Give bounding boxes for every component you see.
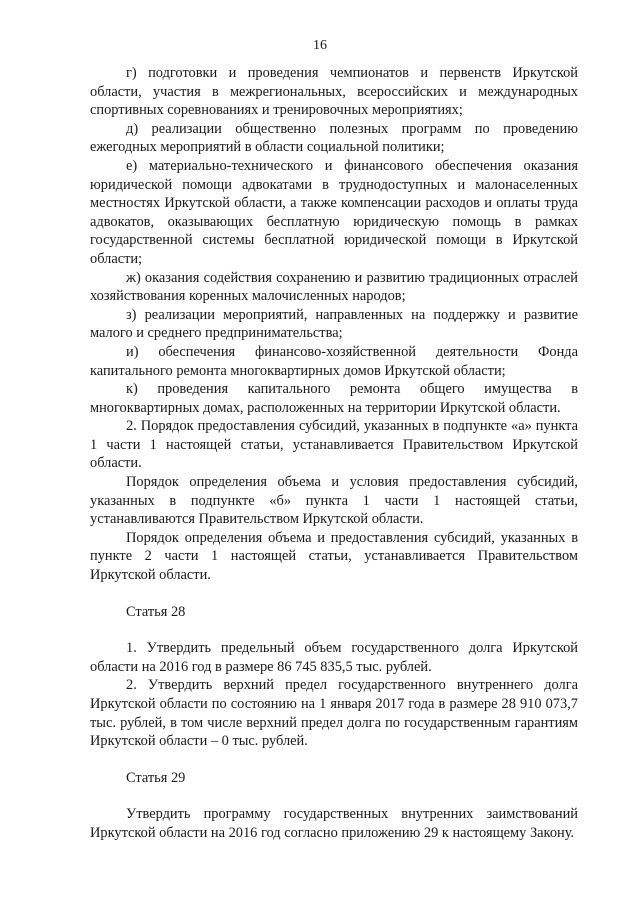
- part-2-paragraph: 2. Порядок предоставления субсидий, указанных в подпункте «а» пункта 1 части 1 настоящей статьи, устанавливается Правительством Иркутской области.: [90, 418, 578, 472]
- procedure-paragraph-1: Порядок определения объема и условия предоставления субсидий, указанных в подпункте «б» пункта 1 части 1 настоящей статьи, устанавливаются Правительством Иркутской области.: [90, 474, 578, 528]
- item-g: г) подготовки и проведения чемпионатов и первенств Иркутской области, участия в межрегиональных, всероссийских и международных спортивных соревнованиях и тренировочных мероприятиях;: [90, 65, 578, 119]
- item-zh: ж) оказания содействия сохранению и развитию традиционных отраслей хозяйствования коренных малочисленных народов;: [90, 269, 578, 305]
- article-29-title: Статья 29: [126, 769, 186, 786]
- item-e: е) материально-технического и финансового обеспечения оказания юридической помощи адвокатами в труднодоступных и малонаселенных местностях Иркутской области, а также компенсации расходов и оплаты труда адвокатов, оказывающих бесплатную юридическую помощь в рамках государственной системы бесплатной юридической помощи в Иркутской области;: [90, 157, 578, 267]
- procedure-paragraph-2: Порядок определения объема и предоставления субсидий, указанных в пункте 2 части 1 настоящей статьи, устанавливается Правительством Иркутской области.: [90, 529, 578, 584]
- document-body: [90, 64, 578, 843]
- page-number: 16: [313, 38, 327, 53]
- item-k: к) проведения капитального ремонта общего имущества в многоквартирных домах, расположенных на территории Иркутской области.: [90, 381, 578, 416]
- item-z: з) реализации мероприятий, направленных на поддержку и развитие малого и среднего предпринимательства;: [90, 306, 578, 342]
- article-28-paragraph-2: 2. Утвердить верхний предел государственного внутреннего долга Иркутской области по состоянию на 1 января 2017 года в размере 28 910 073,7 тыс. рублей, в том числе верхний предел долга по государственным гарантиям Иркутской области – 0 тыс. рублей.: [90, 677, 578, 750]
- article-28-title: Статья 28: [126, 603, 186, 620]
- item-d: д) реализации общественно полезных программ по проведению ежегодных мероприятий в области социальной политики;: [90, 120, 578, 156]
- article-29-paragraph-1: Утвердить программу государственных внутренних заимствований Иркутской области на 2016 год согласно приложению 29 к настоящему Закону.: [90, 806, 578, 841]
- article-28-paragraph-1: 1. Утвердить предельный объем государственного долга Иркутской области на 2016 год в размере 86 745 835,5 тыс. рублей.: [90, 640, 578, 675]
- item-i: и) обеспечения финансово-хозяйственной деятельности Фонда капитального ремонта многоквартирных домов Иркутской области;: [90, 343, 578, 379]
